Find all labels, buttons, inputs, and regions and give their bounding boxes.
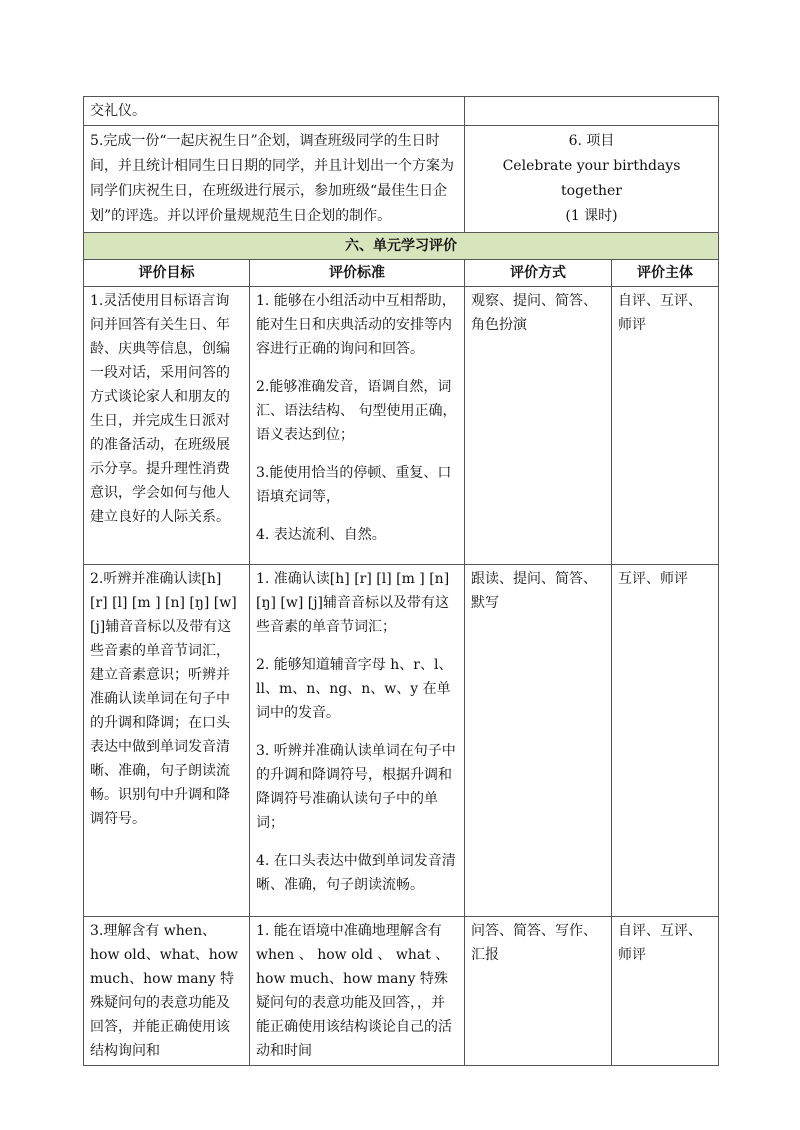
method-text: 问答、简答、写作、汇报 <box>471 923 597 963</box>
lesson-cell <box>465 97 719 126</box>
standard-item: 4. 在口头表达中做到单词发音清晰、准确，句子朗读流畅。 <box>256 853 456 893</box>
table-row <box>84 917 719 1066</box>
column-header-goal: 评价目标 <box>84 260 250 287</box>
subject-text: 互评、师评 <box>618 571 688 587</box>
lesson-duration: (1 课时) <box>565 208 618 224</box>
goal-text: 3.理解含有 when、how old、what、how much、how many 特殊疑问句的表意功能及回答，并能正确使用该结构询问和 <box>90 923 243 1059</box>
activity-cell <box>84 97 465 126</box>
standard-item: 2.能够准确发音，语调自然，词汇、语法结构、 句型使用正确，语义表达到位； <box>256 379 457 443</box>
standard-cell <box>250 287 465 565</box>
column-header-method: 评价方式 <box>465 260 612 287</box>
goal-cell <box>84 917 250 1066</box>
goal-cell <box>84 565 250 917</box>
evaluation-table <box>83 96 719 1066</box>
table-row <box>84 565 719 917</box>
subject-cell <box>612 565 719 917</box>
lesson-title: Celebrate your birthdays together <box>502 158 681 199</box>
standard-cell <box>250 565 465 917</box>
activity-text: 5.完成一份“一起庆祝生日”企划，调查班级同学的生日时间，并且统计相同生日日期的同学，并且计划出一个方案为同学们庆祝生日，在班级进行展示，参加班级“最佳生日企划”的评选。并以评价量规规范生日企划的制作。 <box>90 133 454 224</box>
table-row <box>84 287 719 565</box>
standard-item: 2. 能够知道辅音字母 h、r、l、ll、m、n、ng、n、w、y 在单词中的发音。 <box>256 657 453 721</box>
standard-item: 4. 表达流利、自然。 <box>256 527 386 543</box>
table-row <box>84 126 719 233</box>
method-cell <box>465 565 612 917</box>
goal-text: 1.灵活使用目标语言询问并回答有关生日、年龄、庆典等信息，创编一段对话，采用问答的方式谈论家人和朋友的生日，并完成生日派对的准备活动，在班级展示分享。提升理性消费意识，学会如何与他人建立良好的人际关系。 <box>90 293 230 525</box>
lesson-cell <box>465 126 719 233</box>
method-text: 跟读、提问、简答、默写 <box>471 571 597 611</box>
standard-item: 3. 听辨并准确认读单词在句子中的升调和降调符号，根据升调和降调符号准确认读句子中的单词； <box>256 743 456 831</box>
goal-text: 2.听辨并准确认读[h] [r] [l] [m ] [n] [ŋ] [w] [j]辅音音标以及带有这些音素的单音节词汇，建立音素意识；听辨并准确认读单词在句子中的升调和降调；在口头表达中做到单词发音清晰、准确，句子朗读流畅。识别句中升调和降调符号。 <box>90 571 242 827</box>
activity-cell <box>84 126 465 233</box>
standard-cell <box>250 917 465 1066</box>
standard-item: 1. 准确认读[h] [r] [l] [m ] [n] [ŋ] [w] [j]辅音音标以及带有这些音素的单音节词汇； <box>256 571 454 635</box>
subject-cell <box>612 287 719 565</box>
method-cell <box>465 917 612 1066</box>
subject-cell <box>612 917 719 1066</box>
column-header-standard: 评价标准 <box>250 260 465 287</box>
subject-text: 自评、互评、师评 <box>618 293 702 333</box>
standard-item: 1. 能在语境中准确地理解含有 when 、 how old 、 what 、 how much、how many 特殊疑问句的表意功能及回答，，并能正确使用该结构谈论自己的活动和时间 <box>256 923 454 1059</box>
standard-item: 1. 能够在小组活动中互相帮助，能对生日和庆典活动的安排等内容进行正确的询问和回答。 <box>256 293 456 357</box>
lesson-number: 6. 项目 <box>568 133 615 149</box>
subject-text: 自评、互评、师评 <box>618 923 702 963</box>
column-header-row <box>84 260 719 287</box>
section-title: 六、单元学习评价 <box>84 233 719 260</box>
method-text: 观察、提问、简答、角色扮演 <box>471 293 597 333</box>
table-row <box>84 97 719 126</box>
standard-item: 3.能使用恰当的停顿、重复、口语填充词等， <box>256 465 452 505</box>
column-header-subject: 评价主体 <box>612 260 719 287</box>
method-cell <box>465 287 612 565</box>
section-header-row <box>84 233 719 260</box>
activity-text: 交礼仪。 <box>90 103 146 119</box>
goal-cell <box>84 287 250 565</box>
